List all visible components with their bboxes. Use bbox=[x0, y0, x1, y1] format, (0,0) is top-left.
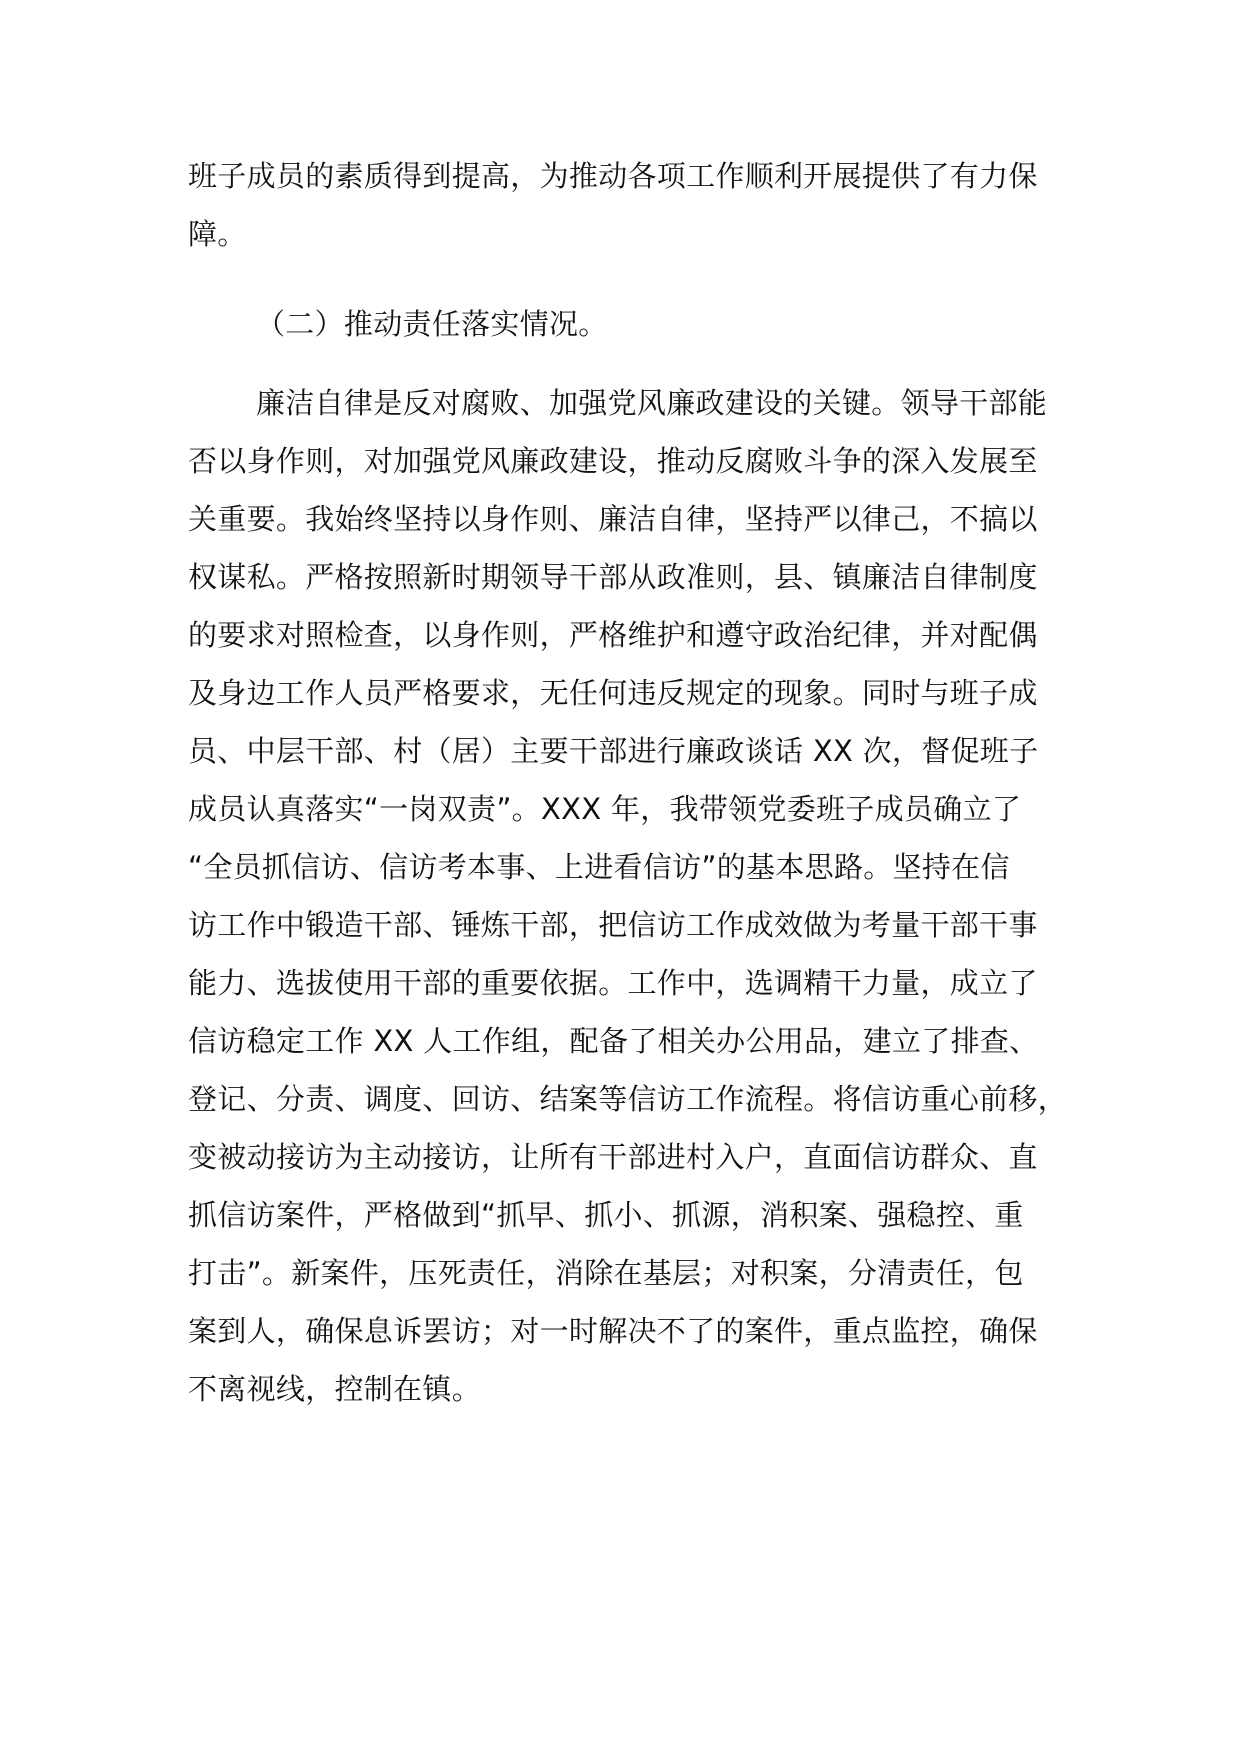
paragraph-line: 能力、选拔使用干部的重要依据。工作中，选调精干力量，成立了 bbox=[188, 966, 1038, 1000]
paragraph-line: 信访稳定工作 XX 人工作组，配备了相关办公用品，建立了排查、 bbox=[188, 1024, 1039, 1058]
section-heading: （二）推动责任落实情况。 bbox=[256, 307, 608, 341]
paragraph-line: 廉洁自律是反对腐败、加强党风廉政建设的关键。领导干部能 bbox=[256, 386, 1048, 420]
paragraph-line: 抓信访案件，严格做到“抓早、抓小、抓源，消积案、强稳控、重 bbox=[188, 1198, 1024, 1232]
paragraph-line: 成员认真落实“一岗双责”。XXX 年，我带领党委班子成员确立了 bbox=[188, 792, 1022, 826]
paragraph-line: 及身边工作人员严格要求，无任何违反规定的现象。同时与班子成 bbox=[188, 676, 1038, 710]
paragraph-line: 不离视线，控制在镇。 bbox=[188, 1372, 482, 1406]
paragraph-line: 否以身作则，对加强党风廉政建设，推动反腐败斗争的深入发展至 bbox=[188, 444, 1038, 478]
paragraph-line: 登记、分责、调度、回访、结案等信访工作流程。将信访重心前移， bbox=[188, 1082, 1068, 1116]
paragraph-line: 障。 bbox=[188, 217, 247, 251]
paragraph-line: 访工作中锻造干部、锤炼干部，把信访工作成效做为考量干部干事 bbox=[188, 908, 1038, 942]
paragraph-line: 关重要。我始终坚持以身作则、廉洁自律，坚持严以律己，不搞以 bbox=[188, 502, 1038, 536]
paragraph-line: 案到人，确保息诉罢访；对一时解决不了的案件，重点监控，确保 bbox=[188, 1314, 1038, 1348]
paragraph-line: 权谋私。严格按照新时期领导干部从政准则，县、镇廉洁自律制度 bbox=[188, 560, 1038, 594]
paragraph-line: 的要求对照检查，以身作则，严格维护和遵守政治纪律，并对配偶 bbox=[188, 618, 1038, 652]
paragraph-line: 打击”。新案件，压死责任，消除在基层；对积案，分清责任，包 bbox=[188, 1256, 1024, 1290]
paragraph-line: 变被动接访为主动接访，让所有干部进村入户，直面信访群众、直 bbox=[188, 1140, 1038, 1174]
paragraph-line: 员、中层干部、村（居）主要干部进行廉政谈话 XX 次，督促班子 bbox=[188, 734, 1039, 768]
paragraph-line: 班子成员的素质得到提高，为推动各项工作顺利开展提供了有力保 bbox=[188, 159, 1038, 193]
paragraph-line: “全员抓信访、信访考本事、上进看信访”的基本思路。坚持在信 bbox=[188, 850, 1010, 884]
